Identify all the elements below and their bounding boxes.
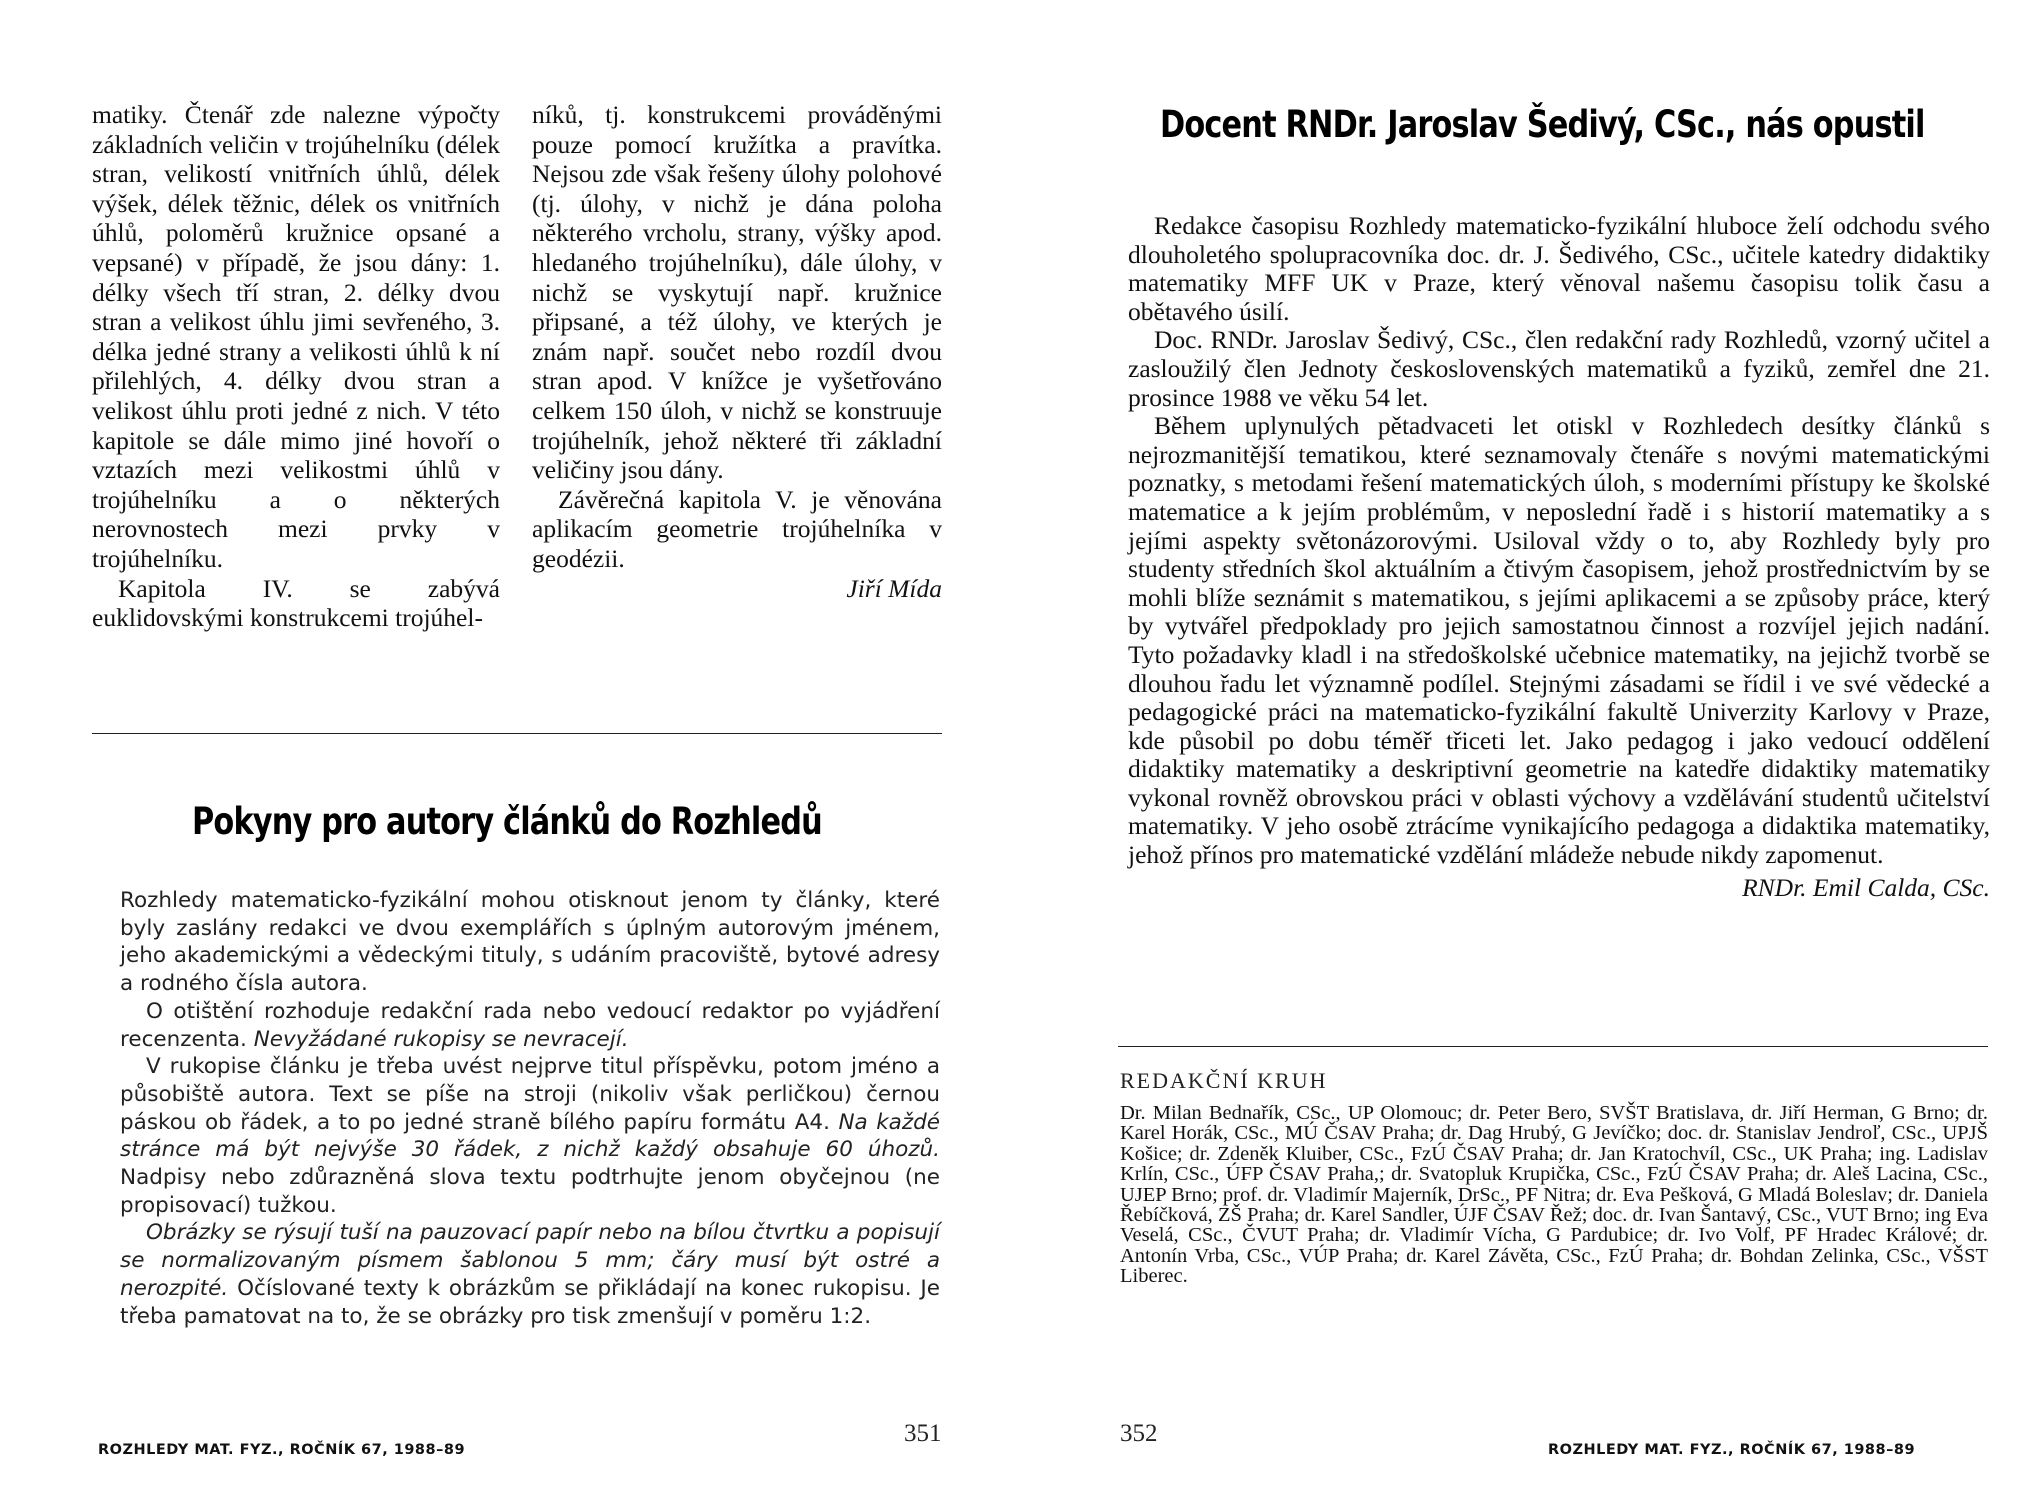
review-paragraph: Kapitola IV. se zabývá euklidovskými konstrukcemi trojúhel- [92,573,500,633]
editorial-board-list: Dr. Milan Bednařík, CSc., UP Olomouc; dr. Peter Bero, SVŠT Bratislava, dr. Jiří Herman, G Brno; dr. Karel Horák, CSc., MÚ ČSAV Praha; dr. Dag Hrubý, G Jevíčko; doc. dr. Stanislav Jendroľ, CSc., UPJŠ Košice; dr. Zdeněk Kluiber, CSc., FzÚ ČSAV Praha; dr. Jan Kratochvíl, CSc., UK Praha; ing. Ladislav Krlín, CSc., ÚFP ČSAV Praha,; dr. Svatopluk Krupička, CSc., FzÚ ČSAV Praha; dr. Aleš Lacina, CSc., UJEP Brno; prof. dr. Vladimír Majerník, DrSc., PF Nitra; dr. Eva Pešková, G Mladá Boleslav; dr. Daniela Řebíčková, ZŠ Praha; dr. Karel Sandler, ÚJF ČSAV Řež; doc. dr. Ivan Šantavý, CSc., VUT Brno; ing Eva Veselá, CSc., ČVUT Praha; dr. Vladimír Vícha, G Pardubice; dr. Ivo Volf, PF Hradec Králové; dr. Antonín Vrba, CSc., VÚP Praha; dr. Karel Závěta, CSc., FzÚ Praha; dr. Bohdan Zelinka, CSc., VŠST Liberec. [1120,1102,1988,1288]
review-paragraph: Závěrečná kapitola V. je věnována aplikacím geometrie trojúhelníka v geodézii. [532,484,942,573]
running-footer: ROZHLEDY MAT. FYZ., ROČNÍK 67, 1988–89 [98,1442,466,1458]
article-paragraph [120,1053,940,1219]
review-signature: Jiří Mída [846,573,942,603]
review-paragraph: níků, tj. konstrukcemi prováděnými pouze pomocí kružítka a pravítka. Nejsou zde však řešeny úlohy polohové (tj. úlohy, v nichž je dána poloha některého vrcholu, strany, výšky apod. hledaného trojúhelníku), dále úlohy, v nichž se vyskytují např. kružnice připsané, a též úlohy, ve kterých je znám např. součet nebo rozdíl dvou stran apod. V knížce je vyšetřováno celkem 150 úloh, v nichž se konstruuje trojúhelník, jehož některé tři základní veličiny jsou dány. [532,100,942,485]
running-footer: ROZHLEDY MAT. FYZ., ROČNÍK 67, 1988–89 [1548,1442,1916,1458]
review-right-column [532,100,942,603]
obituary-paragraph: Redakce časopisu Rozhledy matematicko-fyzikální hluboce želí odchodu svého dlouholetého spolupracovníka doc. dr. J. Šedivého, CSc., učitele katedry didaktiky matematiky MFF UK v Praze, který věnoval našemu časopisu tolik času a obětavého úsilí. [1128,211,1990,326]
page-number: 351 [904,1420,942,1447]
review-left-column [92,100,500,633]
article-body [120,887,940,1330]
article-paragraph [120,998,940,1053]
section-divider [92,733,942,734]
article-paragraph: Rozhledy matematicko-fyzikální mohou otisknout jenom ty články, které byly zaslány redakci ve dvou exemplářích s úplným autorovým jménem, jeho akademickými a vědeckými tituly, s udáním pracoviště, bytové adresy a rodného čísla autora. [120,888,940,997]
article-emphasis: Nevyžádané rukopisy se nevracejí. [253,1026,629,1052]
obituary-paragraph: Doc. RNDr. Jaroslav Šedivý, CSc., člen redakční rady Rozhledů, vzorný učitel a zasloužilý člen Jednoty československých matematiků a fyziků, zemřel dne 21. prosince 1988 ve věku 54 let. [1128,325,1990,412]
review-paragraph: matiky. Čtenář zde nalezne výpočty základních veličin v trojúhelníku (délek stran, velikostí vnitřních úhlů, délek výšek, délek těžnic, délek os vnitřních úhlů, poloměrů kružnice opsané a vepsané) v případě, že jsou dány: 1. délky všech tří stran, 2. délky dvou stran a velikost úhlu jimi sevřeného, 3. délka jedné strany a velikosti úhlů k ní přilehlých, 4. délky dvou stran a velikost úhlu proti jedné z nich. V této kapitole se dále mimo jiné hovoří o vztazích mezi velikostmi úhlů v trojúhelníku a o některých nerovnostech mezi prvky v trojúhelníku. [92,100,500,573]
section-divider [1118,1046,1988,1047]
obituary-paragraph: Během uplynulých pětadvaceti let otiskl v Rozhledech desítky článků s nejrozmanitější tematikou, které seznamovaly čtenáře s novými matematickými poznatky, s metodami řešení matematických úloh, s moderními přístupy ke školské matematice a k jejím problémům, v neposlední řadě i s historií matematiky a s jejími aspekty světonázorovými. Usiloval vždy o to, aby Rozhledy byly pro studenty středních škol aktuálním a čtivým časopisem, jehož prostřednictvím by se mohli blíže seznámit s matematikou, s jejími aplikacemi a se způsoby práce, který by vytvářel předpoklady pro jejich samostatnou činnost a rozvíjel jejich nadání. Tyto požadavky kladl i na středoškolské učebnice matematiky, na jejichž tvorbě se dlouhou řadu let významně podílel. Stejnými zásadami se řídil i ve své vědecké a pedagogické práci na matematicko-fyzikální fakultě Univerzity Karlovy v Praze, kde působil po dobu téměř třiceti let. Jako pedagog i jako vedoucí oddělení didaktiky matematiky a deskriptivní geometrie na katedře didaktiky matematiky vykonal rovněž obrovskou práci v oblasti výchovy a vzdělávání studentů učitelství matematiky. V jeho osobě ztrácíme vynikajícího pedagoga a didaktika matematiky, jehož přínos pro matematické vzdělání mládeže nebude nikdy zapomenut. [1128,411,1990,870]
obituary-body [1128,212,1990,902]
article-text: V rukopise článku je třeba uvést nejprve titul příspěvku, potom jméno a působiště autora. Text se píše na stroji (nikoliv však perličkou) černou páskou ob řádek, a to po jedné straně bílého papíru formátu A4. [120,1054,940,1135]
article-text: O otištění rozhoduje redakční rada nebo vedoucí redaktor po vyjádření recenzenta. [120,998,940,1052]
editorial-board-title: REDAKČNÍ KRUH [1120,1068,1328,1093]
page-352 [1020,0,2040,1501]
article-title: Pokyny pro autory článků do Rozhledů [192,800,822,843]
article-paragraph [120,1219,940,1330]
article-text: Nadpisy nebo zdůrazněná slova textu podtrhujte jenom obyčejnou (ne propisovací) tužkou. [120,1165,940,1218]
article-emphasis: Na každé stránce má být nejvýše 30 řádek, z nichž každý obsahuje 60 úhozů. [120,1109,940,1163]
obituary-signature: RNDr. Emil Calda, CSc. [1742,872,1990,902]
page-number: 352 [1120,1420,1158,1447]
article-emphasis: Obrázky se rýsují tuší na pauzovací papír nebo na bílou čtvrtku a popisují se normalizovaným písmem šablonou 5 mm; čáry musí být ostré a nerozpité. [120,1220,940,1301]
obituary-title: Docent RNDr. Jaroslav Šedivý, CSc., nás opustil [1160,103,1925,146]
article-text: Očíslované texty k obrázkům se přikládají na konec rukopisu. Je třeba pamatovat na to, že se obrázky pro tisk zmenšují v poměru 1:2. [120,1275,940,1329]
